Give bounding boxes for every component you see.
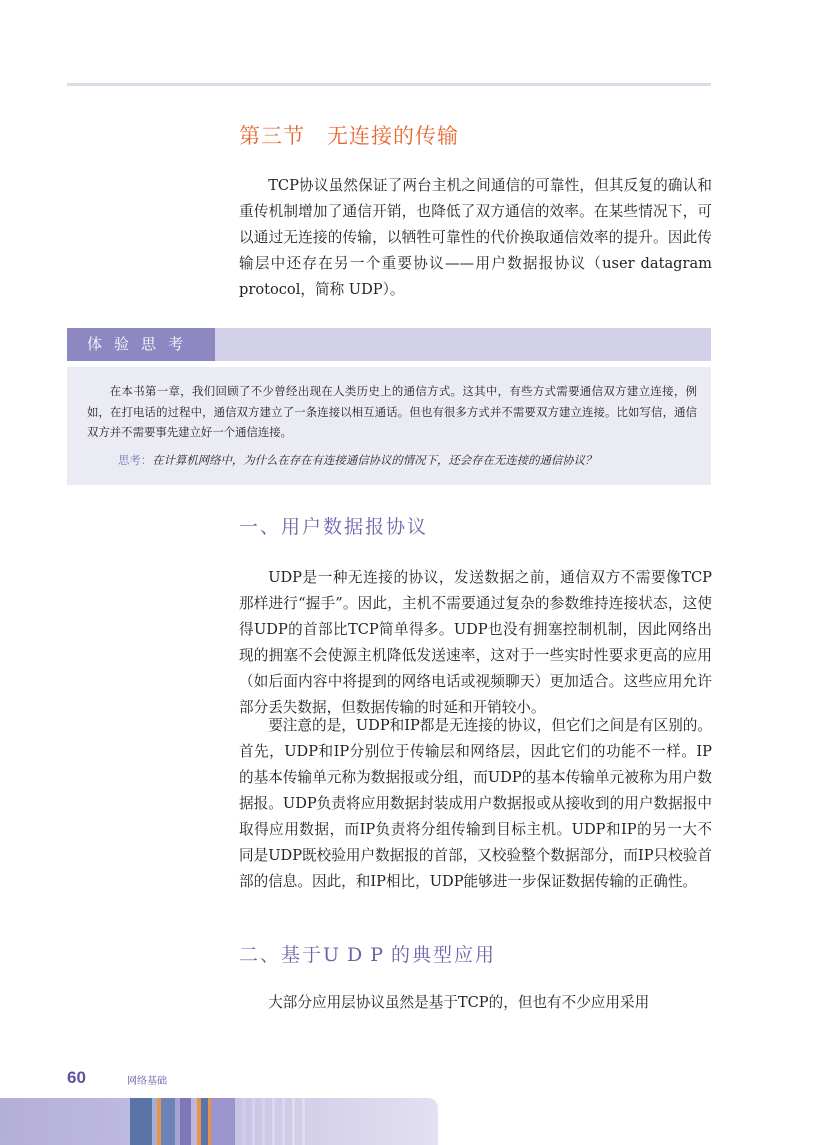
closing-paragraph: 大部分应用层协议虽然是基于TCP的，但也有不少应用采用	[268, 994, 650, 1011]
footer-stripe	[242, 1098, 246, 1145]
footer-stripe	[201, 1098, 208, 1145]
heading-2-prefix: 二、基于	[239, 944, 324, 966]
footer-stripe	[211, 1098, 235, 1145]
heading-2-suffix: 的典型应用	[391, 944, 497, 966]
footer-stripe	[180, 1098, 191, 1145]
footer-stripe	[272, 1098, 275, 1145]
think-question: 在计算机网络中，为什么在存在有连接通信协议的情况下，还会存在无连接的通信协议？	[152, 453, 597, 467]
footer-stripe	[282, 1098, 285, 1145]
heading-2-latin: UDP	[323, 944, 392, 966]
footer-stripe	[130, 1098, 152, 1145]
footer-decorative-band	[0, 1098, 438, 1145]
intro-paragraph: TCP协议虽然保证了两台主机之间通信的可靠性，但其反复的确认和重传机制增加了通信开销，也降低了双方通信的效率。在某些情况下，可以通过无连接的传输，以牺牲可靠性的代价换取通信效率的提升。因此传输层中还存在另一个重要协议——用户数据报协议（user datagram protocol，简称 UDP）。	[239, 177, 712, 298]
top-rule	[67, 83, 711, 86]
experience-box-question	[118, 452, 596, 468]
footer-stripe	[302, 1098, 305, 1145]
section-title: 第三节 无连接的传输	[239, 124, 459, 148]
footer-stripe	[252, 1098, 255, 1145]
footer-stripe	[161, 1098, 175, 1145]
heading-udp: 一、用户数据报协议	[239, 516, 429, 538]
book-title: 网络基础	[127, 1076, 167, 1087]
footer-stripe	[292, 1098, 295, 1145]
udp-paragraph-1: UDP是一种无连接的协议，发送数据之前，通信双方不需要像TCP那样进行“握手”。因此，主机不需要通过复杂的参数维持连接状态，这使得UDP的首部比TCP简单得多。UDP也没有拥塞控制机制，因此网络出现的拥塞不会使源主机降低发送速率，这对于一些实时性要求更高的应用（如后面内容中将提到的网络电话或视频聊天）更加适合。这些应用允许部分丢失数据，但数据传输的时延和开销较小。	[239, 569, 712, 716]
footer-stripe	[262, 1098, 265, 1145]
experience-box-header	[67, 328, 711, 361]
experience-box-tab: 体验思考	[67, 328, 215, 361]
page-number: 60	[67, 1068, 86, 1087]
experience-box	[67, 367, 711, 485]
udp-paragraph-2: 要注意的是，UDP和IP都是无连接的协议，但它们之间是有区别的。首先，UDP和IP分别位于传输层和网络层，因此它们的功能不一样。IP的基本传输单元称为数据报或分组，而UDP的基本传输单元被称为用户数据报。UDP负责将应用数据封装成用户数据报或从接收到的用户数据报中取得应用数据，而IP负责将分组传输到目标主机。UDP和IP的另一大不同是UDP既校验用户数据报的首部，又校验整个数据部分，而IP只校验首部的信息。因此，和IP相比，UDP能够进一步保证数据传输的正确性。	[239, 717, 712, 890]
experience-box-text: 在本书第一章，我们回顾了不少曾经出现在人类历史上的通信方式。这其中，有些方式需要通信双方建立连接，例如，在打电话的过程中，通信双方建立了一条连接以相互通话。但也有很多方式并不需要双方建立连接。比如写信，通信双方并不需要事先建立好一个通信连接。	[87, 384, 697, 439]
heading-udp-applications	[239, 940, 496, 967]
think-label: 思考：	[118, 453, 153, 467]
